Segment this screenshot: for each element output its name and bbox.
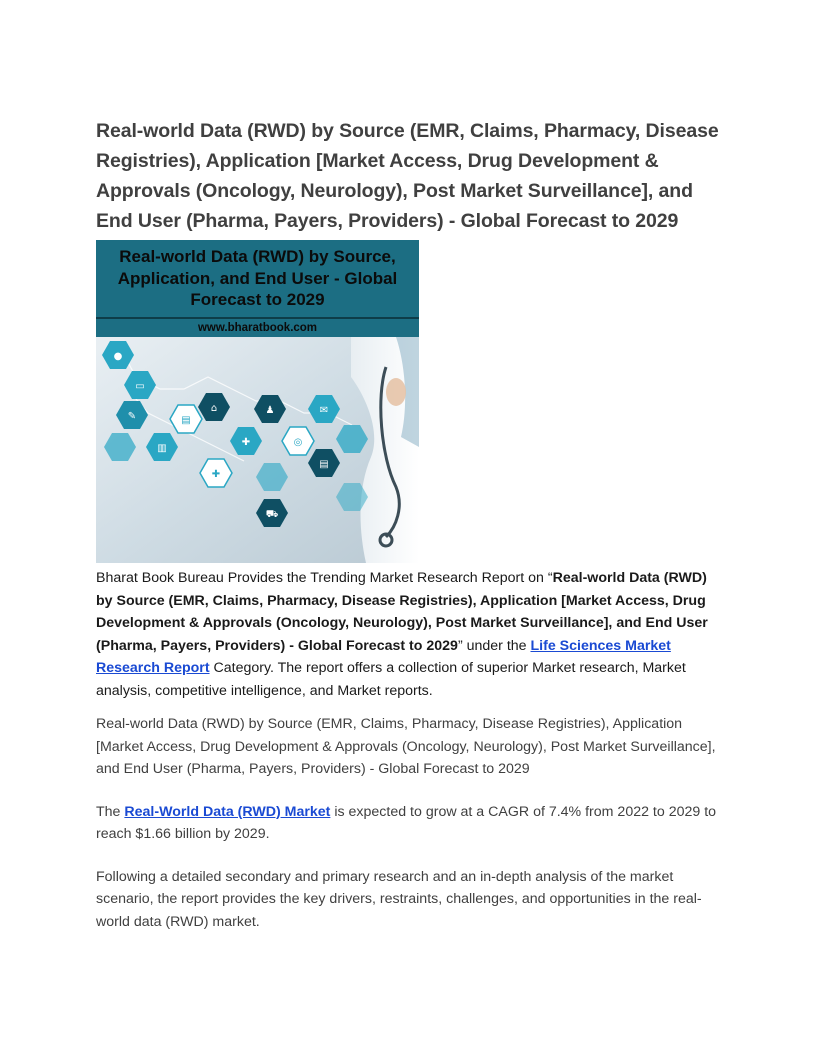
growth-lead: The — [96, 803, 125, 820]
intro-paragraph — [96, 567, 726, 702]
cover-url: www.bharatbook.com — [96, 319, 419, 337]
intro-report-name: Real-world Data (RWD) by Source (EMR, Claims, Pharmacy, Disease Registries), Application [Market Access, Drug Development & Approvals (Oncology, Neurology), Post Market Surveillance], and End User (Pharma, Payers, Providers) - Global Forecast to 2029 — [96, 570, 708, 654]
svg-text:▭: ▭ — [135, 381, 145, 392]
svg-text:◎: ◎ — [293, 437, 303, 448]
svg-text:✎: ✎ — [127, 411, 137, 422]
analysis-paragraph: Following a detailed secondary and primary research and an in-depth analysis of the market scenario, the report provides the key drivers, restraints, challenges, and opportunities in the real-world data (RWD) market. — [96, 868, 702, 930]
document-page — [96, 116, 726, 933]
svg-text:▤: ▤ — [319, 459, 329, 470]
life-sciences-category-link[interactable]: Life Sciences Market Research Report — [96, 637, 671, 676]
rwd-market-link[interactable]: Real-World Data (RWD) Market — [124, 803, 331, 820]
report-title: Real-world Data (RWD) by Source (EMR, Claims, Pharmacy, Disease Registries), Application [Market Access, Drug Development & Approvals (Oncology, Neurology), Post Market Surveillance], and End User (Pharma, Payers, Providers) - Global Forecast to 2029 — [96, 120, 719, 232]
svg-text:✚: ✚ — [241, 437, 251, 448]
svg-text:▤: ▤ — [181, 415, 191, 426]
svg-text:⛟: ⛟ — [265, 509, 279, 520]
svg-text:●: ● — [113, 351, 123, 362]
svg-text:⌂: ⌂ — [210, 403, 218, 414]
cover-image — [96, 240, 419, 563]
cover-illustration — [96, 337, 419, 563]
growth-tail: is expected to grow at a CAGR of 7.4% from 2022 to 2029 to reach $1.66 billion by 2029. — [96, 803, 717, 842]
intro-tail: Category. The report offers a collection of superior Market research, Market analysis, competitive intelligence, and Market reports. — [96, 660, 686, 699]
svg-text:✉: ✉ — [319, 405, 329, 416]
cover-title: Real-world Data (RWD) by Source, Application, and End User - Global Forecast to 2029 — [117, 247, 398, 310]
svg-text:▥: ▥ — [157, 443, 167, 454]
svg-text:♟: ♟ — [265, 405, 275, 416]
intro-mid: ” under the — [457, 637, 531, 654]
intro-lead: Bharat Book Bureau Provides the Trending Market Research Report on “ — [96, 570, 553, 586]
svg-text:✚: ✚ — [211, 469, 221, 480]
growth-paragraph — [96, 801, 726, 846]
cover-title-band — [96, 240, 419, 317]
summary-paragraph: Real-world Data (RWD) by Source (EMR, Claims, Pharmacy, Disease Registries), Application [Market Access, Drug Development & Approvals (Oncology, Neurology), Post Market Surveillance], and End User (Pharma, Payers, Providers) - Global Forecast to 2029 — [96, 716, 716, 777]
